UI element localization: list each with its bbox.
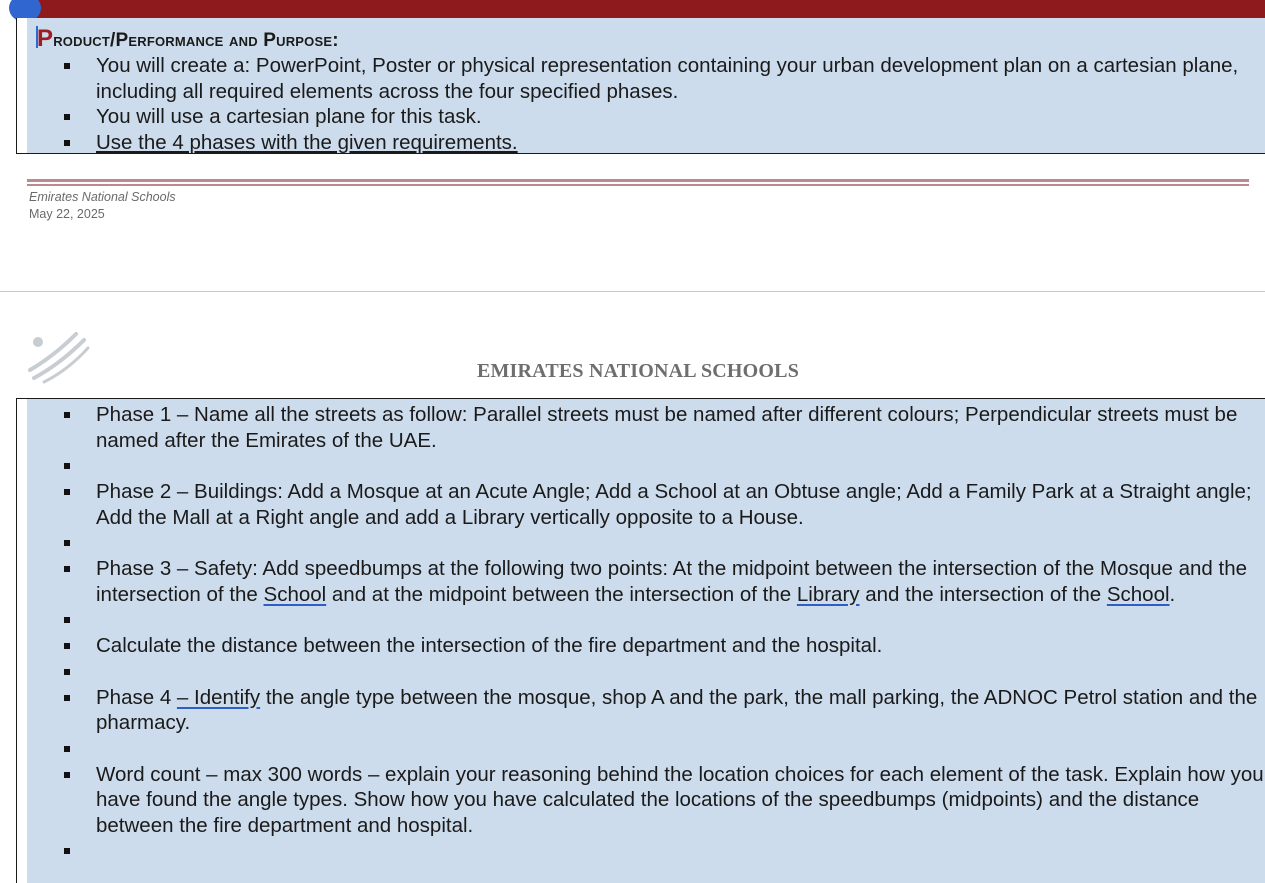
school-link[interactable]: School	[263, 582, 327, 606]
phase3-text: Phase 3 – Safety: Add speedbumps at the following two points: At the midpoint between the intersection of the Mosque and the intersection of the	[96, 557, 1248, 606]
phases-list	[27, 402, 1265, 864]
list-item-phase-2: Phase 2 – Buildings: Add a Mosque at an Acute Angle; Add a School at an Obtuse angle; Add a Family Park at a Straight angle; Add the Mall at a Right angle and add a Library vertically opposite to a House.	[27, 479, 1265, 530]
product-purpose-box	[16, 18, 1265, 154]
phase4-text: the angle type between the mosque, shop A and the park, the mall parking, the ADNOC Petrol station and the pharmacy.	[96, 685, 1258, 734]
heading-initial: P	[37, 25, 54, 52]
list-item-phase-4	[27, 685, 1265, 736]
header-bar	[16, 0, 1265, 19]
list-item-word-count: Word count – max 300 words – explain your reasoning behind the location choices for each element of the task. Explain how you have found the angle types. Show how you have calculated the locations of the speedbumps (midpoints) and the distance between the fire department and hospital.	[27, 762, 1265, 839]
school-link[interactable]: School	[1106, 582, 1170, 606]
heading-rest: roduct/Performance and Purpose:	[53, 30, 339, 51]
identify-link[interactable]: – Identify	[176, 685, 261, 709]
list-item: Use the 4 phases with the given requirements.	[27, 130, 1247, 154]
phase3-text: and the intersection of the	[859, 582, 1107, 606]
list-item-distance: Calculate the distance between the intersection of the fire department and the hospital.	[27, 633, 1265, 659]
list-item: You will create a: PowerPoint, Poster or physical representation containing your urban development plan on a cartesian plane, including all required elements across the four specified phases.	[27, 53, 1247, 104]
list-item-empty	[27, 838, 1265, 864]
section-heading	[37, 25, 339, 53]
phase4-text: Phase 4	[96, 685, 177, 709]
footer-rule	[27, 179, 1249, 182]
phase3-text: .	[1169, 582, 1176, 606]
list-item-phase-1: Phase 1 – Name all the streets as follow: Parallel streets must be named after different colours; Perpendicular streets must be named after the Emirates of the UAE.	[27, 402, 1265, 453]
page-header: EMIRATES NATIONAL SCHOOLS	[476, 360, 800, 382]
footer-school-name: Emirates National Schools	[29, 190, 176, 204]
footer-rule	[27, 184, 1249, 186]
library-link[interactable]: Library	[796, 582, 860, 606]
list-item-empty	[27, 736, 1265, 762]
list-item: You will use a cartesian plane for this task.	[27, 104, 1247, 130]
list-item-empty	[27, 530, 1265, 556]
phases-box	[16, 398, 1265, 883]
purpose-list	[27, 53, 1247, 153]
list-item-empty	[27, 453, 1265, 479]
list-item-phase-3	[27, 556, 1265, 607]
page-separator	[0, 291, 1265, 292]
product-purpose-fill	[27, 18, 1265, 153]
phases-fill	[27, 399, 1265, 883]
phase3-text: and at the midpoint between the intersection of the	[326, 582, 797, 606]
footer-date: May 22, 2025	[29, 207, 105, 221]
list-item-empty	[27, 659, 1265, 685]
list-item-empty	[27, 607, 1265, 633]
